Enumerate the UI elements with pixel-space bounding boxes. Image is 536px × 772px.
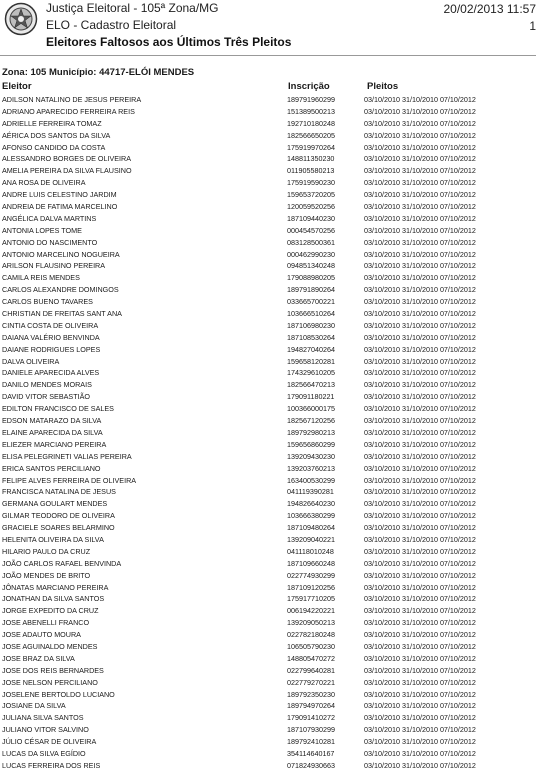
voter-name: JORGE EXPEDITO DA CRUZ xyxy=(2,606,99,616)
voter-pleitos: 03/10/2010 31/10/2010 07/10/2012 xyxy=(364,630,476,640)
voter-name: JOSE DOS REIS BERNARDES xyxy=(2,665,104,675)
voter-pleitos: 03/10/2010 31/10/2010 07/10/2012 xyxy=(364,190,476,200)
table-row xyxy=(0,403,536,415)
table-row xyxy=(0,522,536,534)
voter-inscricao: 094851340248 xyxy=(287,261,335,271)
voter-inscricao: 159656860299 xyxy=(287,439,335,449)
voter-inscricao: 139203760213 xyxy=(287,463,335,473)
voter-inscricao: 194826640230 xyxy=(287,499,335,509)
table-row xyxy=(0,427,536,439)
voter-inscricao: 022774930299 xyxy=(287,570,335,580)
table-row xyxy=(0,593,536,605)
voter-pleitos: 03/10/2010 31/10/2010 07/10/2012 xyxy=(364,760,476,770)
voter-pleitos: 03/10/2010 31/10/2010 07/10/2012 xyxy=(364,475,476,485)
table-row xyxy=(0,546,536,558)
voter-inscricao: 022782180248 xyxy=(287,630,335,640)
table-row xyxy=(0,486,536,498)
column-header-eleitor: Eleitor xyxy=(2,81,32,92)
voter-name: DAIANE RODRIGUES LOPES xyxy=(2,344,101,354)
table-row xyxy=(0,677,536,689)
voter-name: ANTONIO DO NASCIMENTO xyxy=(2,237,98,247)
voter-inscricao: 194827040264 xyxy=(287,344,335,354)
voter-pleitos: 03/10/2010 31/10/2010 07/10/2012 xyxy=(364,511,476,521)
voter-name: ARILSON FLAUSINO PEREIRA xyxy=(2,261,106,271)
voter-inscricao: 148805470272 xyxy=(287,653,335,663)
voter-inscricao: 354114640167 xyxy=(287,748,335,758)
voter-pleitos: 03/10/2010 31/10/2010 07/10/2012 xyxy=(364,416,476,426)
voter-name: JÚLIO CÉSAR DE OLIVEIRA xyxy=(2,737,97,747)
table-row xyxy=(0,653,536,665)
table-row xyxy=(0,225,536,237)
voter-pleitos: 03/10/2010 31/10/2010 07/10/2012 xyxy=(364,606,476,616)
voter-pleitos: 03/10/2010 31/10/2010 07/10/2012 xyxy=(364,106,476,116)
voter-inscricao: 139209050213 xyxy=(287,618,335,628)
table-row xyxy=(0,724,536,736)
voter-inscricao: 011905580213 xyxy=(287,166,335,176)
voter-inscricao: 159653720205 xyxy=(287,190,335,200)
voter-name: JOSE ABENELLI FRANCO xyxy=(2,618,90,628)
voter-inscricao: 187109440230 xyxy=(287,213,335,223)
table-row xyxy=(0,689,536,701)
voter-pleitos: 03/10/2010 31/10/2010 07/10/2012 xyxy=(364,737,476,747)
system-name: ELO - Cadastro Eleitoral xyxy=(46,18,177,32)
voter-pleitos: 03/10/2010 31/10/2010 07/10/2012 xyxy=(364,499,476,509)
table-row xyxy=(0,165,536,177)
table-row xyxy=(0,665,536,677)
voter-inscricao: 041119390281 xyxy=(287,487,334,497)
voter-name: CARLOS ALEXANDRE DOMINGOS xyxy=(2,285,119,295)
table-row xyxy=(0,344,536,356)
voter-name: ELIEZER MARCIANO PEREIRA xyxy=(2,439,107,449)
voter-inscricao: 179088980205 xyxy=(287,273,335,283)
voter-name: DAIANA VALÉRIO BENVINDA xyxy=(2,332,100,342)
voter-inscricao: 139209040221 xyxy=(287,534,335,544)
table-row xyxy=(0,391,536,403)
voter-inscricao: 071824930663 xyxy=(287,760,335,770)
report-title: Eleitores Faltosos aos Últimos Três Pleitos xyxy=(46,35,292,49)
voter-name: DANILO MENDES MORAIS xyxy=(2,380,92,390)
voter-inscricao: 006194220221 xyxy=(287,606,335,616)
voter-name: JOSE BRAZ DA SILVA xyxy=(2,653,75,663)
voter-pleitos: 03/10/2010 31/10/2010 07/10/2012 xyxy=(364,154,476,164)
voter-name: GERMANA GOULART MENDES xyxy=(2,499,108,509)
voter-inscricao: 189794970264 xyxy=(287,701,335,711)
voter-pleitos: 03/10/2010 31/10/2010 07/10/2012 xyxy=(364,725,476,735)
table-row xyxy=(0,130,536,142)
table-row xyxy=(0,498,536,510)
voter-name: JULIANA SILVA SANTOS xyxy=(2,713,84,723)
voter-inscricao: 182566650205 xyxy=(287,130,335,140)
voter-inscricao: 189792980213 xyxy=(287,427,335,437)
table-row xyxy=(0,118,536,130)
table-row xyxy=(0,475,536,487)
zone-info: Zona: 105 Município: 44717-ELÓI MENDES xyxy=(2,67,195,78)
voter-name: FRANCISCA NATALINA DE JESUS xyxy=(2,487,116,497)
voter-inscricao: 139209430230 xyxy=(287,451,335,461)
voter-inscricao: 192710180248 xyxy=(287,118,335,128)
voter-name: LUCAS FERREIRA DOS REIS xyxy=(2,760,101,770)
table-row xyxy=(0,463,536,475)
table-row xyxy=(0,106,536,118)
voter-pleitos: 03/10/2010 31/10/2010 07/10/2012 xyxy=(364,368,476,378)
voter-pleitos: 03/10/2010 31/10/2010 07/10/2012 xyxy=(364,594,476,604)
voter-name: ANDREIA DE FATIMA MARCELINO xyxy=(2,202,118,212)
voter-pleitos: 03/10/2010 31/10/2010 07/10/2012 xyxy=(364,309,476,319)
voter-pleitos: 03/10/2010 31/10/2010 07/10/2012 xyxy=(364,689,476,699)
voter-pleitos: 03/10/2010 31/10/2010 07/10/2012 xyxy=(364,213,476,223)
voter-inscricao: 189791890264 xyxy=(287,285,335,295)
table-row xyxy=(0,296,536,308)
voter-inscricao: 174329610205 xyxy=(287,368,335,378)
voter-name: AÉRICA DOS SANTOS DA SILVA xyxy=(2,130,111,140)
voter-pleitos: 03/10/2010 31/10/2010 07/10/2012 xyxy=(364,701,476,711)
table-row xyxy=(0,451,536,463)
voter-name: FELIPE ALVES FERREIRA DE OLIVEIRA xyxy=(2,475,137,485)
voter-inscricao: 187109660248 xyxy=(287,558,335,568)
voter-pleitos: 03/10/2010 31/10/2010 07/10/2012 xyxy=(364,641,476,651)
voter-pleitos: 03/10/2010 31/10/2010 07/10/2012 xyxy=(364,427,476,437)
voter-name: ANTONIA LOPES TOME xyxy=(2,225,82,235)
voter-pleitos: 03/10/2010 31/10/2010 07/10/2012 xyxy=(364,713,476,723)
table-row xyxy=(0,142,536,154)
table-row xyxy=(0,367,536,379)
voter-inscricao: 189792410281 xyxy=(287,737,335,747)
table-row xyxy=(0,332,536,344)
voter-pleitos: 03/10/2010 31/10/2010 07/10/2012 xyxy=(364,320,476,330)
voter-name: ANDRE LUIS CELESTINO JARDIM xyxy=(2,190,117,200)
voter-inscricao: 189792350230 xyxy=(287,689,335,699)
voter-inscricao: 103666510264 xyxy=(287,309,335,319)
voter-inscricao: 000454570256 xyxy=(287,225,335,235)
voter-name: HELENITA OLIVEIRA DA SILVA xyxy=(2,534,104,544)
voter-pleitos: 03/10/2010 31/10/2010 07/10/2012 xyxy=(364,748,476,758)
table-row xyxy=(0,415,536,427)
voter-pleitos: 03/10/2010 31/10/2010 07/10/2012 xyxy=(364,237,476,247)
voter-inscricao: 103666380299 xyxy=(287,511,335,521)
voter-pleitos: 03/10/2010 31/10/2010 07/10/2012 xyxy=(364,261,476,271)
voter-name: JOÃO MENDES DE BRITO xyxy=(2,570,91,580)
table-row xyxy=(0,320,536,332)
voter-name: AMELIA PEREIRA DA SILVA FLAUSINO xyxy=(2,166,132,176)
voter-name: JOSIANE DA SILVA xyxy=(2,701,66,711)
voter-name: ANGÉLICA DALVA MARTINS xyxy=(2,213,97,223)
voter-name: ANA ROSA DE OLIVEIRA xyxy=(2,178,86,188)
table-row xyxy=(0,760,536,772)
voter-pleitos: 03/10/2010 31/10/2010 07/10/2012 xyxy=(364,332,476,342)
table-row xyxy=(0,213,536,225)
page-number: 1 xyxy=(529,19,536,33)
voter-inscricao: 175919590230 xyxy=(287,178,335,188)
voter-pleitos: 03/10/2010 31/10/2010 07/10/2012 xyxy=(364,523,476,533)
table-row xyxy=(0,439,536,451)
voter-pleitos: 03/10/2010 31/10/2010 07/10/2012 xyxy=(364,392,476,402)
voter-name: JOSE NELSON PERCILIANO xyxy=(2,677,98,687)
voter-name: EDILTON FRANCISCO DE SALES xyxy=(2,404,114,414)
table-row xyxy=(0,94,536,106)
table-row xyxy=(0,510,536,522)
voter-inscricao: 182567120256 xyxy=(287,416,335,426)
table-row xyxy=(0,700,536,712)
voter-name: LUCAS DA SILVA EGÍDIO xyxy=(2,748,86,758)
table-row xyxy=(0,641,536,653)
column-header-inscricao: Inscrição xyxy=(288,81,330,92)
voter-pleitos: 03/10/2010 31/10/2010 07/10/2012 xyxy=(364,451,476,461)
table-row xyxy=(0,308,536,320)
voter-inscricao: 187109120256 xyxy=(287,582,335,592)
court-name: Justiça Eleitoral - 105ª Zona/MG xyxy=(46,1,219,15)
voter-name: JONATHAN DA SILVA SANTOS xyxy=(2,594,105,604)
table-row xyxy=(0,736,536,748)
voter-name: CINTIA COSTA DE OLIVEIRA xyxy=(2,320,99,330)
voter-pleitos: 03/10/2010 31/10/2010 07/10/2012 xyxy=(364,344,476,354)
table-row xyxy=(0,570,536,582)
voter-pleitos: 03/10/2010 31/10/2010 07/10/2012 xyxy=(364,653,476,663)
table-row xyxy=(0,712,536,724)
table-row xyxy=(0,534,536,546)
voter-name: GILMAR TEODORO DE OLIVEIRA xyxy=(2,511,115,521)
table-row xyxy=(0,201,536,213)
voter-name: EDSON MATARAZO DA SILVA xyxy=(2,416,102,426)
voter-pleitos: 03/10/2010 31/10/2010 07/10/2012 xyxy=(364,618,476,628)
voter-pleitos: 03/10/2010 31/10/2010 07/10/2012 xyxy=(364,570,476,580)
voter-name: HILARIO PAULO DA CRUZ xyxy=(2,546,91,556)
table-row xyxy=(0,605,536,617)
voter-name: ELAINE APARECIDA DA SILVA xyxy=(2,427,103,437)
voter-name: ALESSANDRO BORGES DE OLIVEIRA xyxy=(2,154,132,164)
voter-inscricao: 033665700221 xyxy=(287,297,335,307)
voter-pleitos: 03/10/2010 31/10/2010 07/10/2012 xyxy=(364,285,476,295)
voter-pleitos: 03/10/2010 31/10/2010 07/10/2012 xyxy=(364,558,476,568)
table-row xyxy=(0,284,536,296)
table-row xyxy=(0,153,536,165)
voter-name: DAVID VITOR SEBASTIÃO xyxy=(2,392,91,402)
table-row xyxy=(0,249,536,261)
voter-pleitos: 03/10/2010 31/10/2010 07/10/2012 xyxy=(364,249,476,259)
report-header xyxy=(0,0,536,52)
report-date: 20/02/2013 11:57 xyxy=(443,2,536,16)
table-row xyxy=(0,629,536,641)
voter-name: JOSE AGUINALDO MENDES xyxy=(2,641,98,651)
voter-inscricao: 179091410272 xyxy=(287,713,335,723)
table-row xyxy=(0,617,536,629)
voter-inscricao: 182566470213 xyxy=(287,380,335,390)
voter-pleitos: 03/10/2010 31/10/2010 07/10/2012 xyxy=(364,487,476,497)
voter-inscricao: 187106980230 xyxy=(287,320,335,330)
table-row xyxy=(0,356,536,368)
voter-name: DANIELE APARECIDA ALVES xyxy=(2,368,100,378)
voter-name: ANTONIO MARCELINO NOGUEIRA xyxy=(2,249,120,259)
voter-pleitos: 03/10/2010 31/10/2010 07/10/2012 xyxy=(364,225,476,235)
voter-name: JOSELENE BERTOLDO LUCIANO xyxy=(2,689,115,699)
voter-pleitos: 03/10/2010 31/10/2010 07/10/2012 xyxy=(364,202,476,212)
voter-inscricao: 187109480264 xyxy=(287,523,335,533)
coat-of-arms-icon xyxy=(4,2,38,36)
table-row xyxy=(0,260,536,272)
voter-pleitos: 03/10/2010 31/10/2010 07/10/2012 xyxy=(364,273,476,283)
voter-name: GRACIELE SOARES BELARMINO xyxy=(2,523,115,533)
voter-inscricao: 000462990230 xyxy=(287,249,335,259)
table-row xyxy=(0,237,536,249)
voter-name: DALVA OLIVEIRA xyxy=(2,356,60,366)
column-header-pleitos: Pleitos xyxy=(367,81,399,92)
column-headers xyxy=(0,81,536,94)
table-row xyxy=(0,558,536,570)
voter-pleitos: 03/10/2010 31/10/2010 07/10/2012 xyxy=(364,665,476,675)
voter-pleitos: 03/10/2010 31/10/2010 07/10/2012 xyxy=(364,118,476,128)
voter-pleitos: 03/10/2010 31/10/2010 07/10/2012 xyxy=(364,356,476,366)
voter-inscricao: 175919970264 xyxy=(287,142,335,152)
voter-pleitos: 03/10/2010 31/10/2010 07/10/2012 xyxy=(364,95,476,104)
voter-pleitos: 03/10/2010 31/10/2010 07/10/2012 xyxy=(364,130,476,140)
voter-inscricao: 022799640281 xyxy=(287,665,335,675)
voter-name: ADRIANO APARECIDO FERREIRA REIS xyxy=(2,106,135,116)
voter-inscricao: 106505790230 xyxy=(287,641,335,651)
voter-pleitos: 03/10/2010 31/10/2010 07/10/2012 xyxy=(364,380,476,390)
voter-name: JOÃO CARLOS RAFAEL BENVINDA xyxy=(2,558,122,568)
table-row xyxy=(0,189,536,201)
voter-inscricao: 175917710205 xyxy=(287,594,335,604)
voter-name: JULIANO VITOR SALVINO xyxy=(2,725,89,735)
voter-pleitos: 03/10/2010 31/10/2010 07/10/2012 xyxy=(364,677,476,687)
voter-pleitos: 03/10/2010 31/10/2010 07/10/2012 xyxy=(364,142,476,152)
table-row xyxy=(0,177,536,189)
voter-pleitos: 03/10/2010 31/10/2010 07/10/2012 xyxy=(364,546,476,556)
voter-inscricao: 041118010248 xyxy=(287,546,334,556)
voter-inscricao: 159658120281 xyxy=(287,356,335,366)
voter-pleitos: 03/10/2010 31/10/2010 07/10/2012 xyxy=(364,534,476,544)
voter-name: CAMILA REIS MENDES xyxy=(2,273,80,283)
voter-name: CHRISTIAN DE FREITAS SANT ANA xyxy=(2,309,122,319)
voter-name: ADILSON NATALINO DE JESUS PEREIRA xyxy=(2,95,142,104)
voter-inscricao: 187108530264 xyxy=(287,332,335,342)
voter-inscricao: 148811350230 xyxy=(287,154,335,164)
table-row xyxy=(0,748,536,760)
voter-name: ELISA PELEGRINETI VALIAS PEREIRA xyxy=(2,451,132,461)
voter-inscricao: 022779270221 xyxy=(287,677,335,687)
voter-name: JOSE ADAUTO MOURA xyxy=(2,630,81,640)
table-row xyxy=(0,582,536,594)
voter-inscricao: 120059520256 xyxy=(287,202,335,212)
voter-inscricao: 151389500213 xyxy=(287,106,335,116)
voter-inscricao: 179091180221 xyxy=(287,392,335,402)
voter-inscricao: 163400530299 xyxy=(287,475,335,485)
voter-inscricao: 189791960299 xyxy=(287,95,335,104)
table-row xyxy=(0,379,536,391)
voter-pleitos: 03/10/2010 31/10/2010 07/10/2012 xyxy=(364,463,476,473)
voter-pleitos: 03/10/2010 31/10/2010 07/10/2012 xyxy=(364,166,476,176)
voter-inscricao: 187107930299 xyxy=(287,725,335,735)
voter-pleitos: 03/10/2010 31/10/2010 07/10/2012 xyxy=(364,582,476,592)
header-divider xyxy=(0,55,536,56)
voter-name: ADRIELLE FERREIRA TOMAZ xyxy=(2,118,102,128)
voter-inscricao: 100366000175 xyxy=(287,404,335,414)
voter-inscricao: 083128500361 xyxy=(287,237,335,247)
table-row xyxy=(0,272,536,284)
voter-pleitos: 03/10/2010 31/10/2010 07/10/2012 xyxy=(364,297,476,307)
voter-name: AFONSO CANDIDO DA COSTA xyxy=(2,142,106,152)
voter-name: ERICA SANTOS PERCILIANO xyxy=(2,463,101,473)
voter-name: JÔNATAS MARCIANO PEREIRA xyxy=(2,582,109,592)
voter-pleitos: 03/10/2010 31/10/2010 07/10/2012 xyxy=(364,404,476,414)
voter-pleitos: 03/10/2010 31/10/2010 07/10/2012 xyxy=(364,439,476,449)
voter-table xyxy=(0,94,536,772)
voter-pleitos: 03/10/2010 31/10/2010 07/10/2012 xyxy=(364,178,476,188)
voter-name: CARLOS BUENO TAVARES xyxy=(2,297,93,307)
